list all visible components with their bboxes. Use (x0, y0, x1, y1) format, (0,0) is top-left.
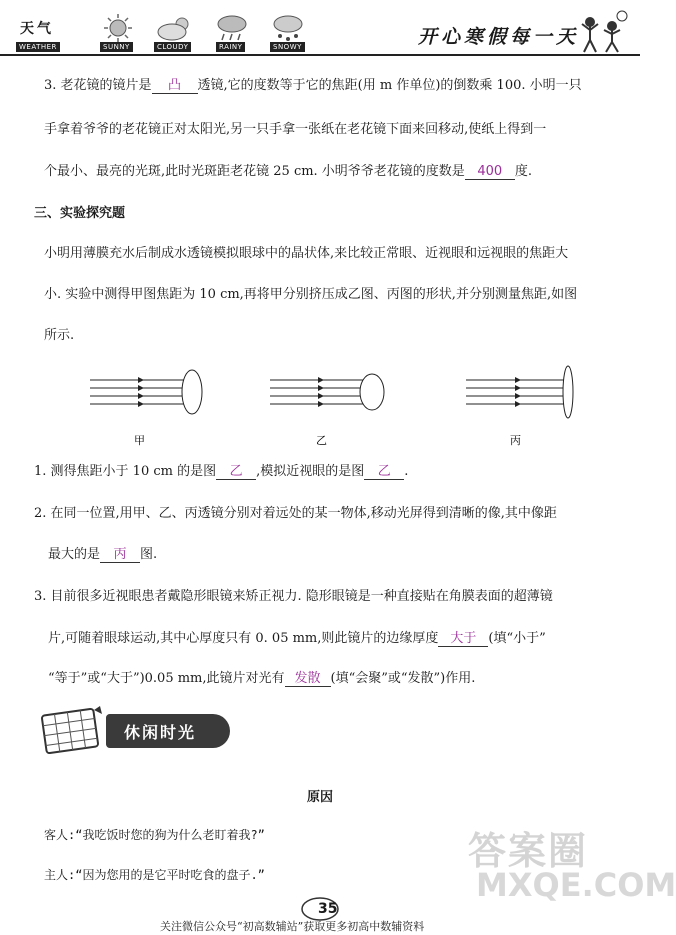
page-number: 35 (318, 901, 338, 917)
figure-label-jia: 甲 (134, 434, 145, 447)
kids-playing-icon (578, 10, 634, 54)
watermark-url: MXQE.COM (476, 866, 676, 904)
question-1: 1. 测得焦距小于 10 cm 的是图 乙 ,模拟近视眼的是图 乙 . (34, 460, 408, 480)
intro-line-1: 小明用薄膜充水后制成水透镜模拟眼球中的晶状体,来比较正常眼、近视眼和远视眼的焦距大 (44, 246, 569, 261)
answer-blank: 大于 (438, 627, 488, 647)
joke-guest-line: 客人:“我吃饭时您的狗为什么老盯着我?” (44, 828, 265, 842)
lens-jia (90, 370, 202, 414)
rainy-label: RAINY (216, 42, 245, 52)
weather-title: 天气 (20, 21, 54, 37)
answer-blank: 丙 (100, 543, 140, 563)
lens-bing (466, 366, 573, 418)
leisure-badge-text: 休闲时光 (124, 723, 197, 742)
question-2-line-2: 最大的是 丙 图. (48, 543, 157, 563)
q3-line-1: 3. 老花镜的镜片是 凸 透镜,它的度数等于它的焦距(用 m 作单位)的倒数乘 100. 小明一只 (44, 74, 582, 94)
intro-line-3: 所示. (44, 328, 75, 343)
section-heading: 三、实验探究题 (34, 206, 126, 221)
joke-title: 原因 (306, 790, 333, 805)
lens-figure (80, 362, 580, 452)
figure-label-bing: 丙 (510, 434, 521, 447)
q3-line-2: 手拿着爷爷的老花镜正对太阳光,另一只手拿一张纸在老花镜下面来回移动,使纸上得到一 (44, 122, 547, 137)
question-3-line-3: “等于”或“大于”)0.05 mm,此镜片对光有 发散 (填“会聚”或“发散”)作用. (48, 667, 475, 687)
sun-icon (96, 14, 140, 42)
question-3-line-2: 片,可随着眼球运动,其中心厚度只有 0. 05 mm,则此镜片的边缘厚度 大于 (填“小于” (48, 627, 546, 647)
sunny-label: SUNNY (100, 42, 133, 52)
watermark-logo: 答案圈 (468, 829, 589, 873)
happy-title: 开心寒假每一天 (418, 26, 580, 48)
rain-icon (210, 14, 254, 42)
cloudy-label: CLOUDY (154, 42, 191, 52)
weather-label: WEATHER (16, 42, 60, 52)
header-divider (0, 54, 640, 56)
lens-yi (270, 374, 384, 410)
answer-blank: 400 (465, 164, 515, 180)
figure-label-yi: 乙 (316, 434, 327, 447)
answer-blank: 乙 (364, 460, 404, 480)
answer-blank: 凸 (152, 74, 198, 94)
cloud-icon (152, 14, 196, 42)
footer-note: 关注微信公众号“初高数辅站”获取更多初高中数辅资料 (160, 920, 425, 933)
answer-blank: 乙 (216, 460, 256, 480)
q3-line-3: 个最小、最亮的光斑,此时光斑距老花镜 25 cm. 小明爷爷老花镜的度数是 400 度. (44, 164, 532, 179)
question-2-line-1: 2. 在同一位置,用甲、乙、丙透镜分别对着远处的某一物体,移动光屏得到清晰的像,其中像距 (34, 506, 557, 521)
snow-icon (266, 14, 310, 42)
snowy-label: SNOWY (270, 42, 305, 52)
answer-blank: 发散 (285, 667, 331, 687)
joke-host-line: 主人:“因为您用的是它平时吃食的盘子.” (44, 868, 265, 882)
question-3-line-1: 3. 目前很多近视眼患者戴隐形眼镜来矫正视力. 隐形眼镜是一种直接贴在角膜表面的超薄镜 (34, 589, 553, 604)
intro-line-2: 小. 实验中测得甲图焦距为 10 cm,再将甲分别挤压成乙图、丙图的形状,并分别测量焦距,如图 (44, 287, 578, 302)
